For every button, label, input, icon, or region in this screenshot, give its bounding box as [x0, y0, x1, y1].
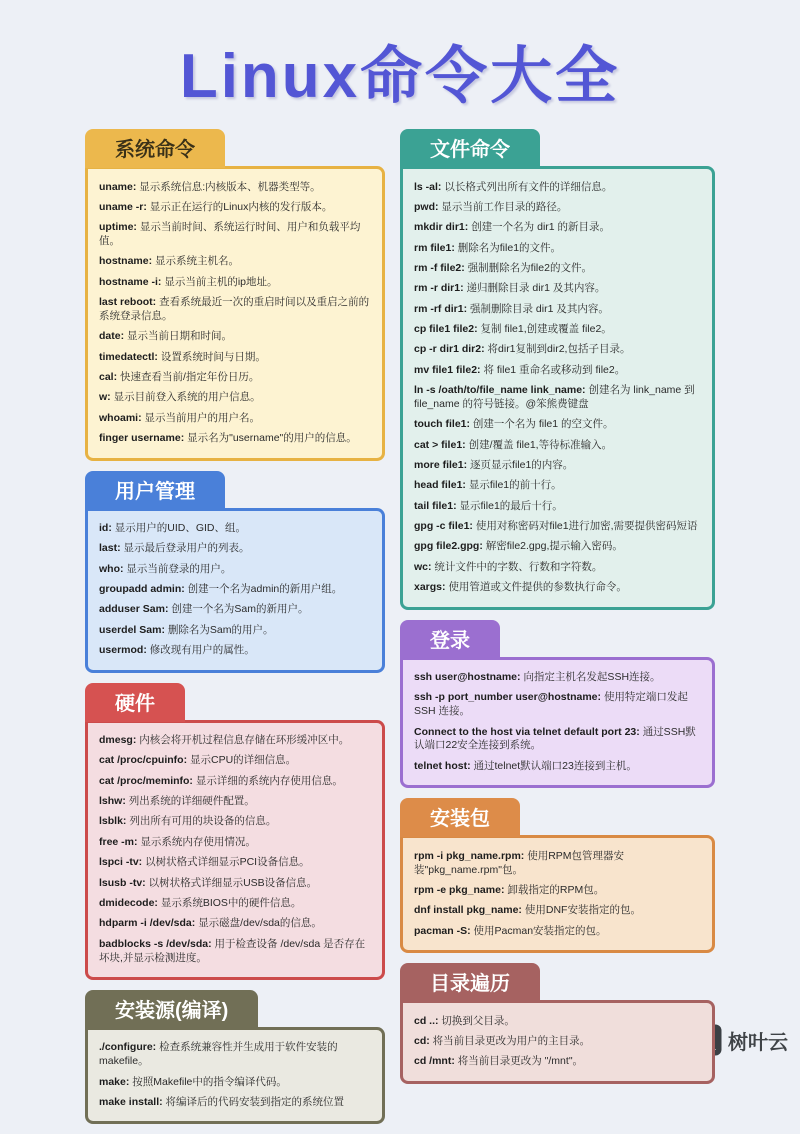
- command-name: dmidecode:: [99, 896, 161, 909]
- command-list: [99, 181, 371, 447]
- column-right: [400, 129, 715, 1134]
- command-name: ssh -p port_number user@hostname:: [414, 691, 604, 704]
- command-name: cd /mnt:: [414, 1055, 458, 1068]
- command-desc: 显示系统BIOS中的硬件信息。: [160, 896, 302, 909]
- command-item: [414, 479, 701, 493]
- command-item: [99, 276, 371, 290]
- command-item: [414, 201, 701, 215]
- section-header-tab: [85, 129, 225, 168]
- command-desc: 以长格式列出所有文件的详细信息。: [444, 180, 613, 193]
- command-item: [414, 418, 701, 432]
- section-panel: [400, 657, 715, 789]
- command-item: [414, 581, 701, 595]
- page-title: Linux命令大全: [179, 42, 621, 111]
- command-name: w:: [99, 391, 114, 404]
- command-desc: 设置系统时间与日期。: [160, 350, 266, 363]
- command-desc: 显示正在运行的Linux内核的发行版本。: [149, 200, 333, 213]
- command-item: [99, 583, 371, 597]
- command-item: [99, 624, 371, 638]
- command-name: rm -rf dir1:: [414, 302, 471, 315]
- command-item: [414, 850, 701, 878]
- command-item: [99, 836, 371, 850]
- command-name: whoami:: [99, 411, 145, 424]
- command-item: [99, 877, 371, 891]
- section-dirnav: [400, 963, 715, 1084]
- section-title: 系统命令: [115, 139, 195, 161]
- section-panel: [400, 166, 715, 610]
- command-desc: 删除名为Sam的用户。: [167, 623, 274, 636]
- section-panel: [85, 1027, 385, 1124]
- command-item: [414, 760, 701, 774]
- command-item: [99, 938, 371, 966]
- command-name: cd ..:: [414, 1014, 442, 1027]
- command-name: who:: [99, 562, 127, 575]
- section-panel: [400, 1000, 715, 1084]
- command-name: ln -s /oath/to/file_name link_name:: [414, 384, 589, 397]
- command-desc: 使用对称密码对file1进行加密,需要提供密码短语: [475, 520, 698, 533]
- command-item: [99, 1041, 371, 1069]
- command-name: cp -r dir1 dir2:: [414, 343, 488, 356]
- command-desc: 创建/覆盖 file1,等待标准输入。: [468, 438, 613, 451]
- section-title: 硬件: [115, 692, 155, 715]
- command-item: [99, 391, 371, 405]
- section-system: [85, 129, 385, 461]
- command-name: userdel Sam:: [99, 623, 168, 636]
- command-item: [99, 201, 371, 215]
- command-name: wc:: [414, 560, 435, 573]
- section-header-tab: [85, 683, 185, 722]
- command-item: [99, 296, 371, 324]
- command-item: [99, 917, 371, 931]
- command-name: more file1:: [414, 459, 471, 472]
- command-desc: 复制 file1,创建或覆盖 file2。: [480, 323, 612, 336]
- command-item: [99, 412, 371, 426]
- command-desc: 删除名为file1的文件。: [457, 241, 562, 254]
- command-desc: 将当前目录更改为用户的主目录。: [432, 1034, 591, 1047]
- command-name: telnet host:: [414, 759, 474, 772]
- section-header-tab: [400, 963, 540, 1002]
- command-item: [99, 1096, 371, 1110]
- command-desc: 创建一个名为Sam的新用户。: [171, 603, 309, 616]
- command-desc: 快速查看当前/指定年份日历。: [120, 371, 260, 384]
- command-item: [414, 671, 701, 685]
- command-name: uname:: [99, 180, 140, 193]
- command-desc: 显示目前登入系统的用户信息。: [113, 391, 261, 404]
- section-panel: [400, 835, 715, 953]
- command-item: [99, 542, 371, 556]
- command-name: lsblk:: [99, 815, 130, 828]
- command-desc: 使用DNF安装指定的包。: [524, 904, 641, 917]
- command-desc: 使用管道或文件提供的参数执行命令。: [448, 581, 627, 594]
- command-name: cat /proc/meminfo:: [99, 774, 196, 787]
- command-item: [414, 181, 701, 195]
- command-desc: 使用Pacman安装指定的包。: [473, 924, 607, 937]
- command-name: gpg file2.gpg:: [414, 540, 486, 553]
- command-desc: 显示当前登录的用户。: [126, 562, 232, 575]
- command-desc: 内核会将开机过程信息存储在环形缓冲区中。: [139, 734, 350, 747]
- command-item: [99, 644, 371, 658]
- command-item: [99, 795, 371, 809]
- command-item: [414, 323, 701, 337]
- command-desc: 使用特定端口发起 SSH 连接。: [414, 691, 688, 718]
- command-name: badblocks -s /dev/sda:: [99, 937, 215, 950]
- command-name: lsusb -tv:: [99, 876, 149, 889]
- command-name: mv file1 file2:: [414, 363, 484, 376]
- command-desc: 修改现有用户的属性。: [149, 644, 255, 657]
- command-name: make install:: [99, 1095, 166, 1108]
- command-item: [414, 925, 701, 939]
- command-name: pacman -S:: [414, 924, 474, 937]
- watermark-brand: 树叶云: [728, 1031, 788, 1054]
- command-desc: 递归删除目录 dir1 及其内容。: [466, 282, 606, 295]
- command-list: [99, 1041, 371, 1109]
- command-desc: 显示磁盘/dev/sda的信息。: [198, 917, 322, 930]
- command-desc: 显示系统信息:内核版本、机器类型等。: [139, 180, 321, 193]
- command-item: [99, 775, 371, 789]
- command-item: [414, 303, 701, 317]
- section-header-tab: [400, 620, 500, 659]
- command-name: id:: [99, 522, 115, 535]
- section-hardware: [85, 683, 385, 980]
- command-name: rm -f file2:: [414, 261, 468, 274]
- command-desc: 通过telnet默认端口23连接到主机。: [473, 759, 637, 772]
- command-desc: 用于检查设备 /dev/sda 是否存在坏块,并显示检测进度。: [99, 937, 366, 964]
- command-name: rm file1:: [414, 241, 458, 254]
- command-name: gpg -c file1:: [414, 520, 476, 533]
- command-name: cal:: [99, 371, 121, 384]
- command-list: [414, 1015, 701, 1070]
- command-desc: 切换到父目录。: [441, 1014, 515, 1027]
- section-file: [400, 129, 715, 610]
- command-name: finger username:: [99, 432, 188, 445]
- command-name: lshw:: [99, 795, 129, 808]
- command-item: [414, 242, 701, 256]
- command-item: [414, 364, 701, 378]
- command-name: rpm -e pkg_name:: [414, 883, 508, 896]
- command-list: [414, 850, 701, 939]
- command-desc: 卸载指定的RPM包。: [507, 883, 605, 896]
- command-list: [99, 734, 371, 965]
- command-item: [414, 439, 701, 453]
- command-desc: 显示名为"username"的用户的信息。: [187, 432, 357, 445]
- command-desc: 显示当前日期和时间。: [127, 330, 233, 343]
- command-desc: 将编译后的代码安装到指定的系统位置: [165, 1095, 345, 1108]
- command-item: [414, 459, 701, 473]
- section-panel: [85, 720, 385, 980]
- command-name: rm -r dir1:: [414, 282, 467, 295]
- command-list: [414, 671, 701, 774]
- command-item: [99, 754, 371, 768]
- command-desc: 按照Makefile中的指令编译代码。: [132, 1075, 287, 1088]
- command-item: [99, 181, 371, 195]
- command-item: [414, 343, 701, 357]
- command-desc: 显示当前主机的ip地址。: [164, 275, 278, 288]
- command-name: ./configure:: [99, 1041, 160, 1054]
- command-item: [99, 221, 371, 249]
- command-desc: 显示CPU的详细信息。: [190, 754, 297, 767]
- command-name: head file1:: [414, 479, 469, 492]
- command-name: timedatectl:: [99, 350, 161, 363]
- command-name: rpm -i pkg_name.rpm:: [414, 849, 528, 862]
- section-panel: [85, 508, 385, 673]
- command-name: mkdir dir1:: [414, 221, 472, 234]
- command-desc: 列出所有可用的块设备的信息。: [129, 815, 277, 828]
- command-item: [99, 734, 371, 748]
- command-name: groupadd admin:: [99, 583, 188, 596]
- command-desc: 显示file1的最后十行。: [459, 499, 563, 512]
- command-item: [414, 384, 701, 412]
- section-title: 用户管理: [115, 480, 195, 503]
- command-desc: 显示系统主机名。: [155, 255, 240, 268]
- command-item: [414, 884, 701, 898]
- command-name: make:: [99, 1075, 133, 1088]
- command-name: last reboot:: [99, 296, 160, 309]
- section-login: [400, 620, 715, 789]
- command-desc: 显示详细的系统内存使用信息。: [195, 774, 343, 787]
- command-item: [414, 726, 701, 754]
- command-item: [414, 500, 701, 514]
- command-item: [414, 221, 701, 235]
- command-desc: 显示当前时间、系统运行时间、用户和负载平均值。: [99, 221, 361, 248]
- command-item: [414, 1035, 701, 1049]
- command-desc: 以树状格式详细显示USB设备信息。: [148, 876, 318, 889]
- command-name: cat > file1:: [414, 438, 469, 451]
- section-title: 文件命令: [430, 139, 510, 161]
- command-desc: 统计文件中的字数、行数和字符数。: [434, 560, 603, 573]
- command-desc: 显示系统内存使用情况。: [140, 835, 256, 848]
- command-item: [414, 520, 701, 534]
- command-name: ls -al:: [414, 180, 445, 193]
- command-item: [414, 540, 701, 554]
- section-panel: [85, 166, 385, 461]
- section-source: [85, 990, 385, 1124]
- command-name: free -m:: [99, 835, 141, 848]
- command-item: [99, 432, 371, 446]
- command-desc: 使用RPM包管理器安装"pkg_name.rpm"包。: [414, 849, 625, 876]
- command-item: [414, 1015, 701, 1029]
- command-name: dmesg:: [99, 734, 140, 747]
- command-desc: 创建一个名为admin的新用户组。: [187, 583, 343, 596]
- column-left: [85, 129, 385, 1134]
- command-name: last:: [99, 542, 124, 555]
- command-item: [414, 904, 701, 918]
- command-desc: 解密file2.gpg,提示输入密码。: [485, 540, 623, 553]
- command-item: [414, 561, 701, 575]
- command-name: xargs:: [414, 581, 449, 594]
- command-name: ssh user@hostname:: [414, 671, 524, 684]
- command-item: [99, 330, 371, 344]
- command-desc: 显示用户的UID、GID、组。: [114, 522, 246, 535]
- command-item: [414, 691, 701, 719]
- command-item: [99, 856, 371, 870]
- command-name: touch file1:: [414, 418, 473, 431]
- command-name: dnf install pkg_name:: [414, 904, 525, 917]
- command-item: [99, 897, 371, 911]
- section-header-tab: [400, 798, 520, 837]
- command-name: pwd:: [414, 200, 442, 213]
- command-desc: 将当前目录更改为 "/mnt"。: [457, 1055, 584, 1068]
- section-title: 安装包: [430, 808, 490, 831]
- section-package: [400, 798, 715, 953]
- command-desc: 显示最后登录用户的列表。: [123, 542, 250, 555]
- command-desc: 向指定主机名发起SSH连接。: [523, 671, 661, 684]
- command-desc: 创建一个名为 dir1 的新目录。: [471, 221, 611, 234]
- command-item: [99, 351, 371, 365]
- command-name: uptime:: [99, 221, 140, 234]
- command-item: [99, 255, 371, 269]
- command-name: adduser Sam:: [99, 603, 172, 616]
- section-user: [85, 471, 385, 673]
- command-name: tail file1:: [414, 499, 460, 512]
- command-item: [99, 371, 371, 385]
- command-desc: 检查系统兼容性并生成用于软件安装的makefile。: [99, 1041, 338, 1068]
- command-desc: 将dir1复制到dir2,包括子目录。: [487, 343, 631, 356]
- command-name: hostname:: [99, 255, 156, 268]
- command-desc: 显示当前工作目录的路径。: [441, 200, 568, 213]
- command-item: [414, 262, 701, 276]
- command-desc: 显示当前用户的用户名。: [144, 411, 261, 424]
- section-header-tab: [85, 990, 258, 1029]
- command-item: [99, 563, 371, 577]
- command-desc: 强制删除名为file2的文件。: [467, 261, 592, 274]
- command-item: [99, 603, 371, 617]
- command-name: cd:: [414, 1034, 433, 1047]
- section-title: 登录: [430, 629, 470, 652]
- command-name: date:: [99, 330, 128, 343]
- section-header-tab: [85, 471, 225, 510]
- command-desc: 强制删除目录 dir1 及其内容。: [470, 302, 609, 315]
- command-name: hdparm -i /dev/sda:: [99, 917, 199, 930]
- command-name: uname -r:: [99, 200, 150, 213]
- command-desc: 将 file1 重命名或移动到 file2。: [483, 363, 626, 376]
- command-name: usermod:: [99, 644, 150, 657]
- command-desc: 列出系统的详细硬件配置。: [128, 795, 255, 808]
- command-item: [99, 815, 371, 829]
- command-desc: 创建名为 link_name 到 file_name 的符号链接。@笨熊费键盘: [414, 384, 695, 410]
- section-title: 安装源(编译): [115, 999, 229, 1022]
- command-name: cp file1 file2:: [414, 323, 481, 336]
- command-desc: 创建一个名为 file1 的空文件。: [472, 418, 614, 431]
- content-columns: [85, 129, 715, 1134]
- command-list: [99, 522, 371, 658]
- command-list: [414, 181, 701, 596]
- command-desc: 查看系统最近一次的重启时间以及重启之前的系统登录信息。: [99, 296, 370, 323]
- command-name: hostname -i:: [99, 275, 165, 288]
- command-desc: 逐页显示file1的内容。: [470, 459, 574, 472]
- command-item: [99, 522, 371, 536]
- command-desc: 以树状格式详细显示PCI设备信息。: [145, 856, 310, 869]
- section-title: 目录遍历: [430, 973, 510, 995]
- command-desc: 显示file1的前十行。: [468, 479, 562, 492]
- command-item: [414, 282, 701, 296]
- command-item: [99, 1076, 371, 1090]
- command-name: lspci -tv:: [99, 856, 146, 869]
- command-name: cat /proc/cpuinfo:: [99, 754, 191, 767]
- command-name: Connect to the host via telnet default port 23:: [414, 725, 643, 738]
- command-desc: 通过SSH默认端口22安全连接到系统。: [414, 725, 696, 752]
- section-header-tab: [400, 129, 540, 168]
